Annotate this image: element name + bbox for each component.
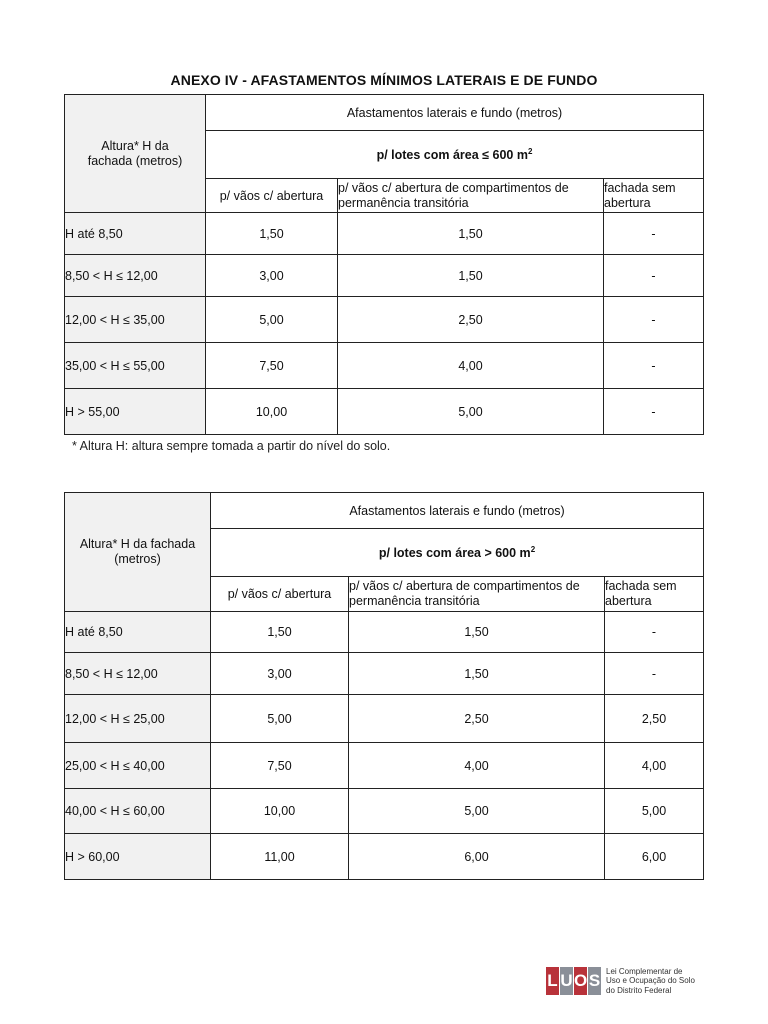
value-openings: 3,00 xyxy=(211,653,349,695)
value-transitory: 5,00 xyxy=(338,389,604,435)
document-title: ANEXO IV - AFASTAMENTOS MÍNIMOS LATERAIS E DE FUNDO xyxy=(170,72,598,88)
table-row xyxy=(65,789,704,834)
value-openings: 7,50 xyxy=(206,343,338,389)
table-row xyxy=(65,297,704,343)
table-row xyxy=(65,653,704,695)
table-row xyxy=(65,255,704,297)
row-height-label: 12,00 < H ≤ 35,00 xyxy=(65,297,206,343)
row-height-label: 8,50 < H ≤ 12,00 xyxy=(65,653,211,695)
luos-logo xyxy=(546,966,695,996)
value-openings: 11,00 xyxy=(211,834,349,880)
value-transitory: 1,50 xyxy=(338,255,604,297)
value-transitory: 5,00 xyxy=(349,789,605,834)
col-header-blind-facade: fachada sem abertura xyxy=(605,577,704,612)
col-header-transitory-rooms: p/ vãos c/ abertura de compartimentos de permanência transitória xyxy=(349,577,605,612)
value-openings: 10,00 xyxy=(211,789,349,834)
row-height-label: H até 8,50 xyxy=(65,213,206,255)
col-header-openings: p/ vãos c/ abertura xyxy=(211,577,349,612)
col-header-transitory-rooms: p/ vãos c/ abertura de compartimentos de permanência transitória xyxy=(338,179,604,213)
table-row xyxy=(65,695,704,743)
value-blind-facade: 4,00 xyxy=(605,743,704,789)
logo-letter-s: S xyxy=(588,967,601,995)
logo-letter-l: L xyxy=(546,967,559,995)
value-blind-facade: 2,50 xyxy=(605,695,704,743)
value-blind-facade: - xyxy=(604,213,704,255)
value-blind-facade: - xyxy=(604,297,704,343)
row-height-label: H > 55,00 xyxy=(65,389,206,435)
setback-table-large-lots xyxy=(64,492,704,880)
value-blind-facade: - xyxy=(605,653,704,695)
value-transitory: 2,50 xyxy=(349,695,605,743)
luos-logo-mark xyxy=(546,967,601,995)
value-transitory: 6,00 xyxy=(349,834,605,880)
setback-group-header: Afastamentos laterais e fundo (metros) xyxy=(206,95,704,131)
value-blind-facade: - xyxy=(604,343,704,389)
row-height-label: H > 60,00 xyxy=(65,834,211,880)
col-header-blind-facade: fachada sem abertura xyxy=(604,179,704,213)
height-column-header: Altura* H da fachada (metros) xyxy=(65,493,211,612)
value-openings: 10,00 xyxy=(206,389,338,435)
value-openings: 1,50 xyxy=(211,612,349,653)
height-column-header: Altura* H da fachada (metros) xyxy=(65,95,206,213)
table-row xyxy=(65,389,704,435)
value-transitory: 4,00 xyxy=(349,743,605,789)
value-openings: 1,50 xyxy=(206,213,338,255)
logo-letter-u: U xyxy=(560,967,573,995)
row-height-label: H até 8,50 xyxy=(65,612,211,653)
value-blind-facade: - xyxy=(605,612,704,653)
table-row xyxy=(65,213,704,255)
row-height-label: 25,00 < H ≤ 40,00 xyxy=(65,743,211,789)
row-height-label: 12,00 < H ≤ 25,00 xyxy=(65,695,211,743)
value-transitory: 1,50 xyxy=(349,653,605,695)
table-row xyxy=(65,612,704,653)
value-blind-facade: - xyxy=(604,255,704,297)
height-footnote: * Altura H: altura sempre tomada a partir do nível do solo. xyxy=(72,439,391,453)
col-header-openings: p/ vãos c/ abertura xyxy=(206,179,338,213)
logo-letter-o: O xyxy=(574,967,587,995)
row-height-label: 40,00 < H ≤ 60,00 xyxy=(65,789,211,834)
value-transitory: 2,50 xyxy=(338,297,604,343)
value-transitory: 1,50 xyxy=(338,213,604,255)
setback-table-small-lots xyxy=(64,94,704,435)
row-height-label: 35,00 < H ≤ 55,00 xyxy=(65,343,206,389)
table-row xyxy=(65,834,704,880)
value-blind-facade: 5,00 xyxy=(605,789,704,834)
lot-size-header: p/ lotes com área > 600 $m^2$ xyxy=(211,529,704,577)
value-blind-facade: - xyxy=(604,389,704,435)
value-openings: 3,00 xyxy=(206,255,338,297)
value-transitory: 4,00 xyxy=(338,343,604,389)
value-openings: 7,50 xyxy=(211,743,349,789)
setback-group-header: Afastamentos laterais e fundo (metros) xyxy=(211,493,704,529)
value-blind-facade: 6,00 xyxy=(605,834,704,880)
value-openings: 5,00 xyxy=(206,297,338,343)
lot-size-header: p/ lotes com área ≤ 600 $m^2$ xyxy=(206,131,704,179)
value-transitory: 1,50 xyxy=(349,612,605,653)
table-row xyxy=(65,343,704,389)
table-row xyxy=(65,743,704,789)
logo-caption: Lei Complementar de Uso e Ocupação do Solo do Distrito Federal xyxy=(606,966,695,995)
value-openings: 5,00 xyxy=(211,695,349,743)
row-height-label: 8,50 < H ≤ 12,00 xyxy=(65,255,206,297)
